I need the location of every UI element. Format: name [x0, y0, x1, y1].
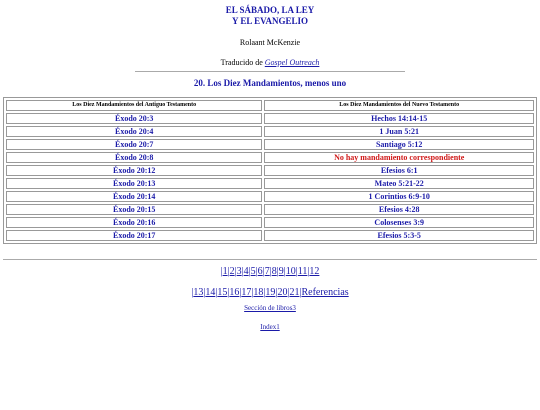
page-link[interactable]: 13: [193, 287, 204, 298]
old-testament-ref[interactable]: Éxodo 20:7: [6, 139, 262, 150]
page-link[interactable]: 1: [222, 266, 228, 277]
content-divider: [3, 259, 537, 260]
page-link[interactable]: 21: [289, 287, 300, 298]
page-separator: |: [239, 287, 242, 298]
page-link[interactable]: 6: [257, 266, 263, 277]
pagination-row-2: |13|14|15|16|17|18|19|20|21|Referencias: [191, 287, 349, 298]
old-testament-ref[interactable]: Éxodo 20:4: [6, 126, 262, 137]
table-row: [6, 178, 534, 189]
page-link[interactable]: 11: [297, 266, 308, 277]
header-divider: [135, 71, 405, 72]
page-separator: |: [262, 266, 265, 277]
page-link[interactable]: 15: [217, 287, 228, 298]
page-link[interactable]: 20: [277, 287, 288, 298]
index-link[interactable]: Index1: [260, 323, 280, 331]
commandments-table: [3, 97, 537, 244]
new-testament-ref[interactable]: 1 Corintios 6:9-10: [264, 191, 534, 202]
table-row: [6, 204, 534, 215]
page-link[interactable]: 18: [253, 287, 264, 298]
page-link[interactable]: 9: [278, 266, 284, 277]
page-separator: |: [269, 266, 272, 277]
page-link[interactable]: 4: [243, 266, 249, 277]
table-row: [6, 230, 534, 241]
page-separator: |: [234, 266, 237, 277]
page-separator: |: [227, 266, 230, 277]
chapter-title: 20. Los Diez Mandamientos, menos uno: [193, 78, 347, 88]
page-link[interactable]: 17: [241, 287, 252, 298]
new-testament-ref[interactable]: Efesios 5:3-5: [264, 230, 534, 241]
new-testament-ref[interactable]: Efesios 6:1: [264, 165, 534, 176]
page-separator: |: [248, 266, 251, 277]
page-link[interactable]: 12: [309, 266, 320, 277]
table-row: [6, 191, 534, 202]
new-testament-header: Los Diez Mandamientos del Nuevo Testamento: [264, 100, 534, 111]
page-separator: |: [275, 287, 278, 298]
page-link[interactable]: 14: [205, 287, 216, 298]
page-link[interactable]: 3: [236, 266, 242, 277]
table-row: [6, 126, 534, 137]
table-row: [6, 152, 534, 163]
page-link[interactable]: Referencias: [301, 287, 349, 298]
old-testament-ref[interactable]: Éxodo 20:3: [6, 113, 262, 124]
old-testament-ref[interactable]: Éxodo 20:16: [6, 217, 262, 228]
author-name: Rolaant McKenzie: [239, 38, 301, 47]
page-link[interactable]: 8: [271, 266, 277, 277]
gospel-outreach-link[interactable]: Gospel Outreach: [264, 58, 320, 67]
old-testament-ref[interactable]: Éxodo 20:14: [6, 191, 262, 202]
new-testament-ref[interactable]: Hechos 14:14-15: [264, 113, 534, 124]
page-separator: |: [203, 287, 206, 298]
page-separator: |: [215, 287, 218, 298]
page-separator: |: [299, 287, 302, 298]
pagination-row-1: |1|2|3|4|5|6|7|8|9|10|11|12: [220, 266, 320, 277]
page-link[interactable]: 2: [229, 266, 235, 277]
table-row: [6, 217, 534, 228]
page-separator: |: [241, 266, 244, 277]
table-row: [6, 165, 534, 176]
translation-note: [0, 58, 540, 67]
book-title: [0, 5, 540, 27]
page-separator: |: [287, 287, 290, 298]
old-testament-ref[interactable]: Éxodo 20:12: [6, 165, 262, 176]
old-testament-ref[interactable]: Éxodo 20:17: [6, 230, 262, 241]
books-section-link[interactable]: Sección de libros3: [244, 304, 296, 312]
page-link[interactable]: 5: [250, 266, 256, 277]
new-testament-ref[interactable]: Efesios 4:28: [264, 204, 534, 215]
new-testament-ref[interactable]: Mateo 5:21-22: [264, 178, 534, 189]
book-title-line2: Y EL EVANGELIO: [231, 16, 309, 26]
old-testament-ref[interactable]: Éxodo 20:15: [6, 204, 262, 215]
page-separator: |: [295, 266, 298, 277]
old-testament-ref[interactable]: Éxodo 20:13: [6, 178, 262, 189]
table-header-row: [6, 100, 534, 111]
translation-prefix: Traducido de: [220, 58, 265, 67]
page-separator: |: [263, 287, 266, 298]
book-title-line1: EL SÁBADO, LA LEY: [225, 5, 315, 15]
old-testament-ref[interactable]: Éxodo 20:8: [6, 152, 262, 163]
page-separator: |: [283, 266, 286, 277]
page-link[interactable]: 19: [265, 287, 276, 298]
table-row: [6, 113, 534, 124]
old-testament-header: Los Diez Mandamientos del Antiguo Testamento: [6, 100, 262, 111]
page-separator: |: [255, 266, 258, 277]
page-separator: |: [307, 266, 310, 277]
new-testament-ref[interactable]: Santiago 5:12: [264, 139, 534, 150]
table-row: [6, 139, 534, 150]
new-testament-ref[interactable]: Colosenses 3:9: [264, 217, 534, 228]
page-link[interactable]: 7: [264, 266, 270, 277]
page-link[interactable]: 16: [229, 287, 240, 298]
no-corresponding-commandment: No hay mandamiento correspondiente: [264, 152, 534, 163]
page-link[interactable]: 10: [285, 266, 296, 277]
page-separator: |: [227, 287, 230, 298]
page-separator: |: [251, 287, 254, 298]
page-separator: |: [276, 266, 279, 277]
new-testament-ref[interactable]: 1 Juan 5:21: [264, 126, 534, 137]
